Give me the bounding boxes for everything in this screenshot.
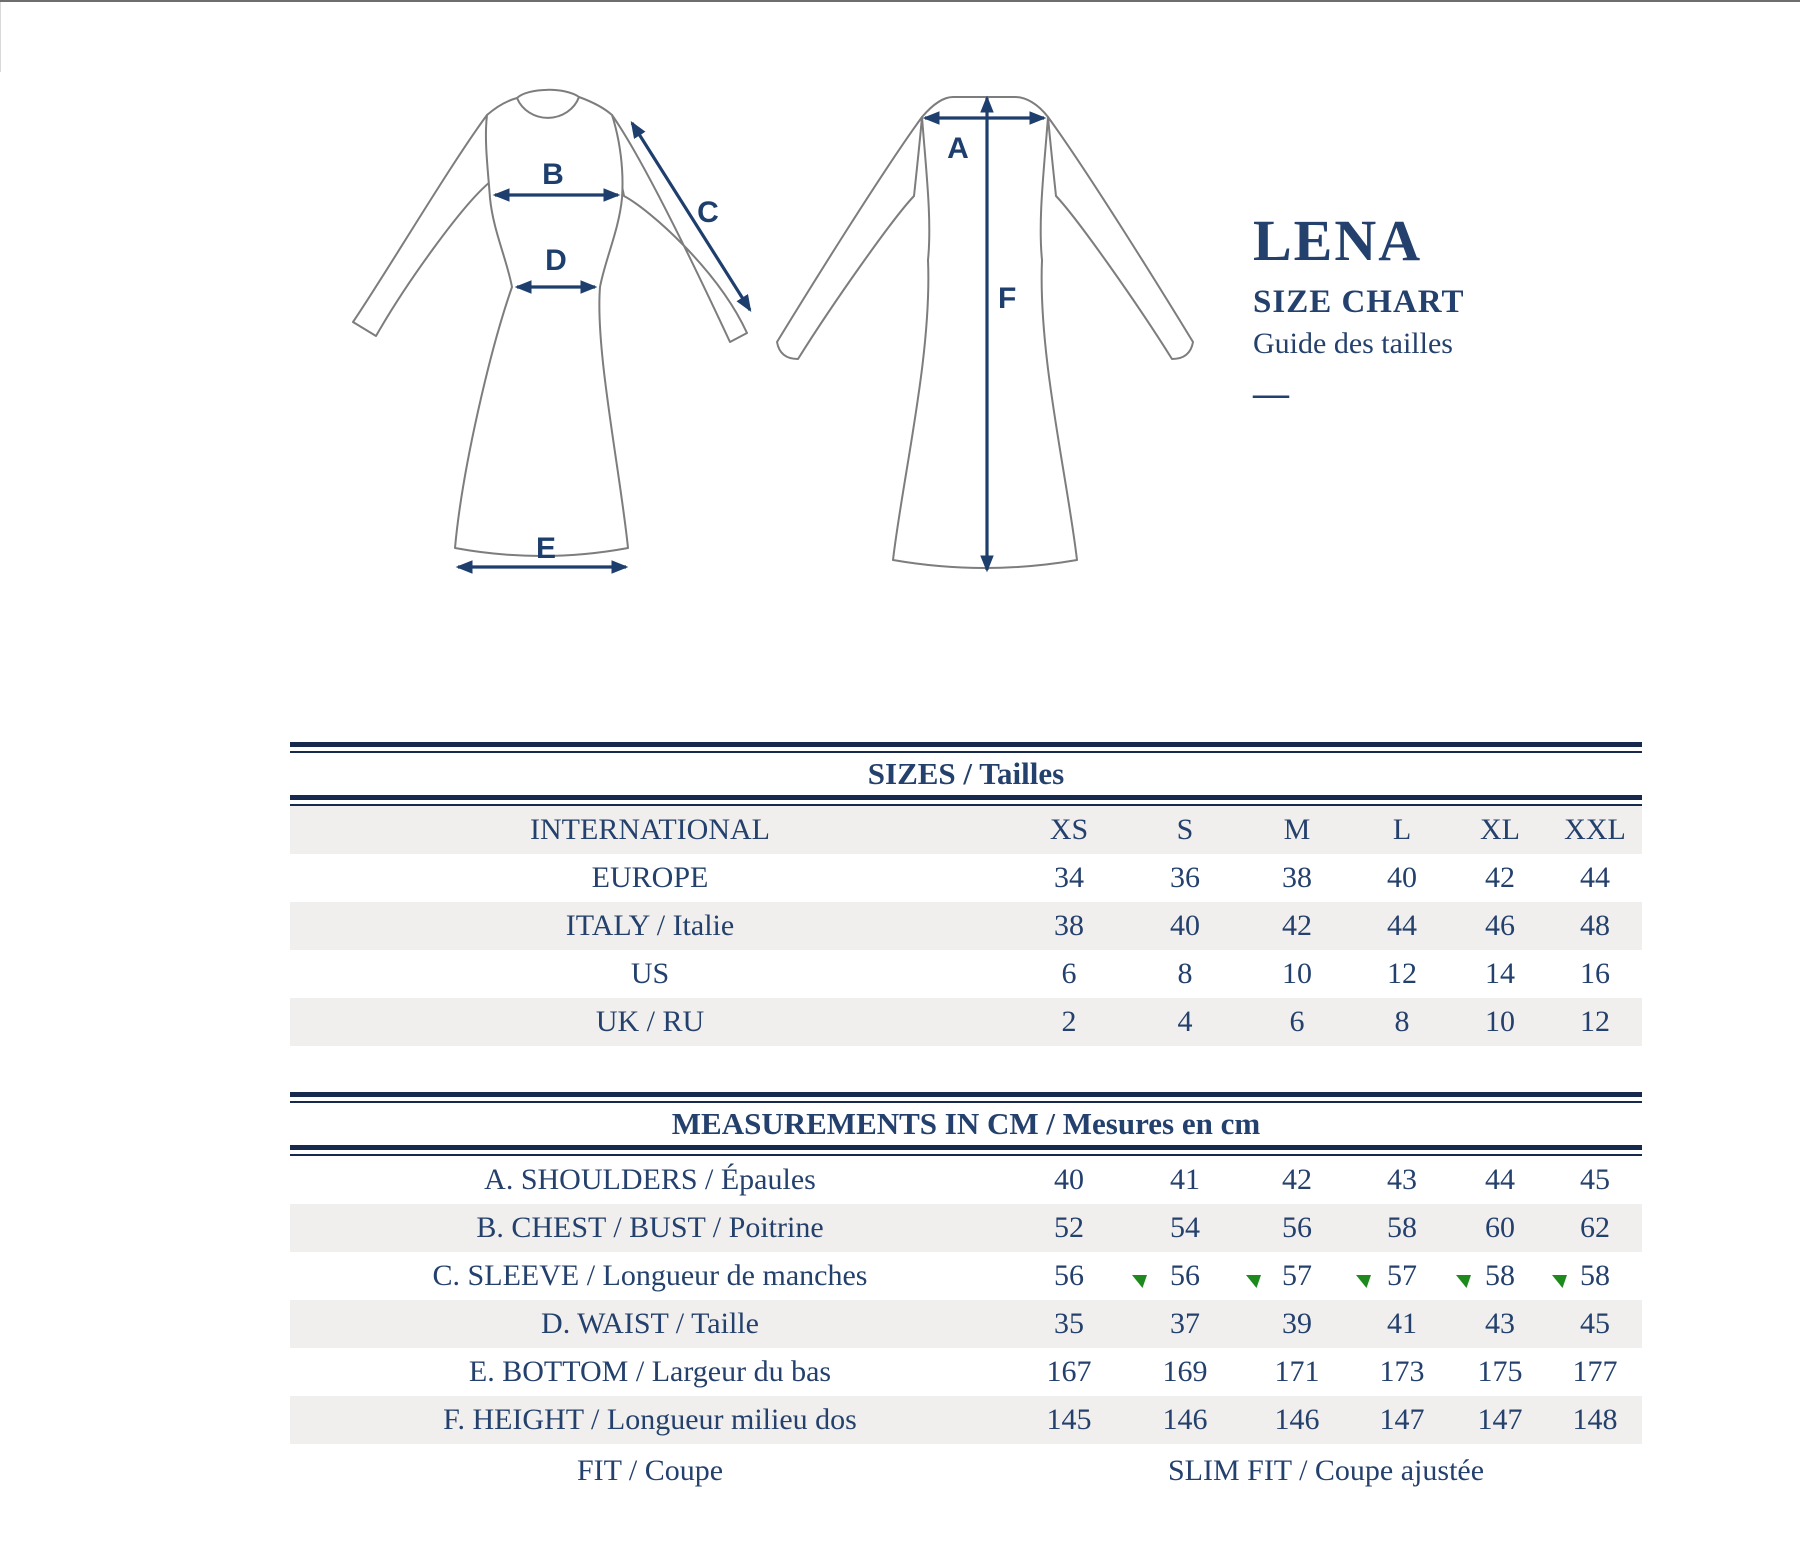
table-rule: [290, 742, 1642, 753]
table-row: [290, 998, 1642, 1046]
measurement-value: 148: [1572, 1403, 1618, 1436]
measurement-value: 37: [1170, 1307, 1200, 1340]
table-row: [290, 1396, 1642, 1444]
size-value: 10: [1485, 1005, 1515, 1038]
row-label: C. SLEEVE / Longueur de manches: [432, 1259, 868, 1292]
measurement-value: 145: [1046, 1403, 1092, 1436]
size-value: M: [1283, 813, 1311, 846]
measurement-value: 56: [1054, 1259, 1084, 1292]
measurements-table-header: MEASUREMENTS IN CM / Mesures en cm: [671, 1106, 1261, 1141]
measurement-value: 62: [1580, 1211, 1610, 1244]
size-value: 16: [1580, 957, 1610, 990]
measurement-value: 146: [1162, 1403, 1208, 1436]
measure-label-a: A: [947, 132, 969, 165]
size-value: 6: [1061, 957, 1077, 990]
table-row: [290, 1204, 1642, 1252]
size-value: 10: [1282, 957, 1312, 990]
green-flag-icon: [1132, 1255, 1147, 1268]
measurement-value: 177: [1572, 1355, 1618, 1388]
row-label: EUROPE: [591, 861, 709, 894]
fit-value: SLIM FIT / Coupe ajustée: [1167, 1454, 1485, 1487]
row-label: US: [630, 957, 670, 990]
size-value: 40: [1170, 909, 1200, 942]
size-value: 12: [1580, 1005, 1610, 1038]
measurement-value: 57: [1242, 1252, 1352, 1300]
table-row-sleeve: [290, 1252, 1642, 1300]
measure-label-f: F: [998, 282, 1017, 315]
size-value: XXL: [1564, 813, 1626, 846]
back-dress-left-sleeve: [777, 117, 922, 359]
measure-arrow-c: [632, 123, 750, 310]
measure-label-d: D: [545, 244, 567, 277]
table-rule: [290, 795, 1642, 806]
measurement-value: 42: [1282, 1163, 1312, 1196]
size-value: 40: [1387, 861, 1417, 894]
measurement-value: 147: [1477, 1403, 1523, 1436]
measure-label-c: C: [697, 196, 719, 229]
fit-label: FIT / Coupe: [576, 1454, 724, 1487]
size-value: 44: [1387, 909, 1417, 942]
row-label: F. HEIGHT / Longueur milieu dos: [443, 1403, 857, 1436]
back-dress-figure: [777, 97, 1193, 570]
table-row: [290, 1156, 1642, 1204]
table-rule: [290, 1092, 1642, 1103]
measure-label-b: B: [542, 158, 564, 191]
front-dress-neckline: [517, 90, 579, 98]
front-dress-left-sleeve: [353, 115, 490, 336]
measurement-value: 175: [1477, 1355, 1523, 1388]
size-value: 44: [1580, 861, 1610, 894]
size-value: 2: [1061, 1005, 1077, 1038]
brand-block: [1253, 208, 1465, 413]
measurement-value: 44: [1485, 1163, 1515, 1196]
row-label: INTERNATIONAL: [530, 813, 770, 846]
product-name: LENA: [1253, 208, 1423, 273]
measurement-value: 41: [1387, 1307, 1417, 1340]
title-divider-dash: —: [1253, 373, 1289, 413]
size-value: XS: [1049, 813, 1089, 846]
row-label: E. BOTTOM / Largeur du bas: [468, 1355, 832, 1388]
measurement-value: 60: [1485, 1211, 1515, 1244]
size-value: 42: [1485, 861, 1515, 894]
measurement-value: 43: [1387, 1163, 1417, 1196]
measurement-value: 58: [1548, 1252, 1642, 1300]
measurement-value: 147: [1379, 1403, 1425, 1436]
size-value: 48: [1580, 909, 1610, 942]
size-value: 36: [1170, 861, 1200, 894]
table-row: [290, 902, 1642, 950]
table-row: [290, 950, 1642, 998]
measurement-value: 35: [1054, 1307, 1084, 1340]
measurement-value: 45: [1580, 1163, 1610, 1196]
sizes-table: [290, 742, 1642, 1046]
row-label: B. CHEST / BUST / Poitrine: [476, 1211, 824, 1244]
back-dress-right-sleeve: [1048, 117, 1193, 359]
size-value: 46: [1485, 909, 1515, 942]
measurement-value: 56: [1128, 1252, 1242, 1300]
measurement-value: 52: [1054, 1211, 1084, 1244]
measurement-value: 43: [1485, 1307, 1515, 1340]
table-row: [290, 1300, 1642, 1348]
green-flag-icon: [1552, 1255, 1567, 1268]
measurement-value: 54: [1170, 1211, 1200, 1244]
size-value: 4: [1177, 1005, 1193, 1038]
size-chart-title: SIZE CHART: [1253, 284, 1465, 320]
green-flag-icon: [1356, 1255, 1371, 1268]
size-value: 38: [1282, 861, 1312, 894]
size-value: 34: [1054, 861, 1084, 894]
front-dress-figure: [353, 90, 750, 567]
size-value: XL: [1480, 813, 1520, 846]
measurement-value: 57: [1352, 1252, 1452, 1300]
row-label: A. SHOULDERS / Épaules: [484, 1163, 816, 1196]
row-label: ITALY / Italie: [565, 909, 735, 942]
table-rule: [290, 1145, 1642, 1156]
page-top-border: [0, 0, 1800, 2]
front-dress-right-sleeve: [612, 115, 747, 342]
measure-label-e: E: [535, 532, 557, 565]
size-value: 38: [1054, 909, 1084, 942]
size-value: 8: [1177, 957, 1193, 990]
measurement-value: 41: [1170, 1163, 1200, 1196]
size-value: L: [1392, 813, 1412, 846]
size-value: 42: [1282, 909, 1312, 942]
size-value: S: [1176, 813, 1194, 846]
row-label: D. WAIST / Taille: [541, 1307, 759, 1340]
measurement-value: 45: [1580, 1307, 1610, 1340]
table-row: [290, 1348, 1642, 1396]
measurement-value: 167: [1046, 1355, 1092, 1388]
measurement-value: 171: [1274, 1355, 1320, 1388]
measurement-value: 169: [1162, 1355, 1208, 1388]
measurement-value: 40: [1054, 1163, 1084, 1196]
size-value: 14: [1485, 957, 1515, 990]
size-value: 6: [1289, 1005, 1305, 1038]
measurement-value: 39: [1282, 1307, 1312, 1340]
size-chart-title-fr: Guide des tailles: [1253, 327, 1453, 360]
size-value: 8: [1394, 1005, 1410, 1038]
green-flag-icon: [1456, 1255, 1471, 1268]
page-left-border: [0, 2, 1, 72]
measurements-table: [290, 1092, 1642, 1498]
measurement-value: 58: [1452, 1252, 1548, 1300]
row-label: UK / RU: [595, 1005, 705, 1038]
measurement-value: 146: [1274, 1403, 1320, 1436]
size-value: 12: [1387, 957, 1417, 990]
dress-measurement-diagram: [290, 70, 1210, 650]
table-row: [290, 854, 1642, 902]
measurement-value: 56: [1282, 1211, 1312, 1244]
green-flag-icon: [1246, 1255, 1261, 1268]
measurement-value: 173: [1379, 1355, 1425, 1388]
fit-row: [290, 1444, 1642, 1498]
sizes-table-header: SIZES / Tailles: [867, 756, 1065, 791]
measurement-value: 58: [1387, 1211, 1417, 1244]
table-row: [290, 806, 1642, 854]
back-dress-body: [893, 97, 1077, 568]
